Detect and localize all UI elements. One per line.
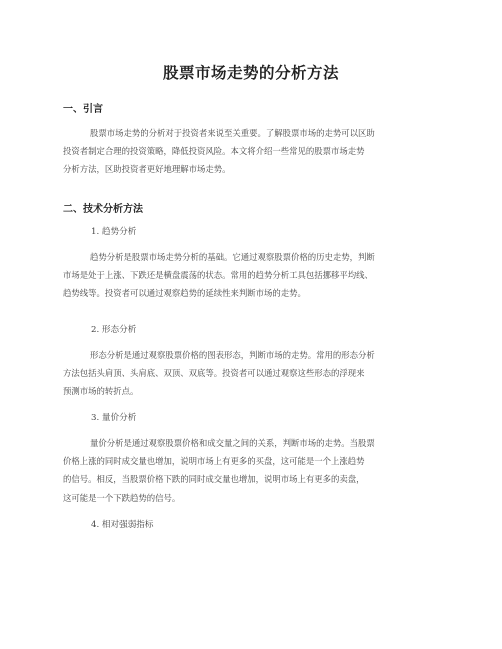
introduction-paragraph: [63, 124, 443, 179]
subheading-pattern-analysis: 2. 形态分析: [91, 325, 137, 335]
paragraph-line: 趋势分析是股票市场走势分析的基础。它通过观察股票价格的历史走势，判断: [90, 252, 375, 262]
paragraph-line: 方法包括头肩顶、头肩底、双顶、双底等。投资者可以通过观察这些形态的浮现来: [63, 368, 365, 379]
subheading-trend-analysis: 1. 趋势分析: [91, 227, 137, 237]
paragraph-line: 市场是处于上涨、下跌还是横盘震荡的状态。常用的趋势分析工具包括挪移平均线、: [63, 270, 373, 281]
paragraph-line: 预测市场的转折点。: [63, 386, 139, 397]
volume-price-analysis-paragraph: [63, 434, 443, 507]
paragraph-line: 这可能是一个下跌趋势的信号。: [63, 492, 181, 503]
paragraph-line: 价格上涨的同时成交量也增加，说明市场上有更多的买盘，这可能是一个上涨趋势: [63, 456, 365, 467]
section-heading-introduction: 一、引言: [63, 104, 103, 115]
section-heading-technical-analysis: 二、技术分析方法: [63, 204, 143, 215]
paragraph-line: 投资者制定合理的投资策略，降低投资风险。本文将介绍一些常见的股票市场走势: [63, 146, 365, 157]
trend-analysis-paragraph: [63, 248, 443, 303]
pattern-analysis-paragraph: [63, 346, 443, 401]
paragraph-line: 形态分析是通过观察股票价格的图表形态，判断市场的走势。常用的形态分析: [90, 350, 375, 360]
paragraph-line: 股票市场走势的分析对于投资者来说至关重要。了解股票市场的走势可以区助: [90, 128, 375, 138]
subheading-relative-strength-index: 4. 相对强弱指标: [91, 520, 154, 530]
paragraph-line: 分析方法，区助投资者更好地理解市场走势。: [63, 164, 231, 175]
paragraph-line: 量价分析是通过观察股票价格和成交量之间的关系，判断市场的走势。当股票: [90, 438, 375, 448]
paragraph-line: 的信号。相反，当股票价格下跌的同时成交量也增加，说明市场上有更多的卖盘，: [63, 474, 365, 485]
subheading-volume-price-analysis: 3. 量价分析: [91, 413, 137, 423]
document-title: 股票市场走势的分析方法: [162, 64, 339, 82]
paragraph-line: 趋势线等。投资者可以通过观察趋势的延续性来判断市场的走势。: [63, 288, 306, 299]
